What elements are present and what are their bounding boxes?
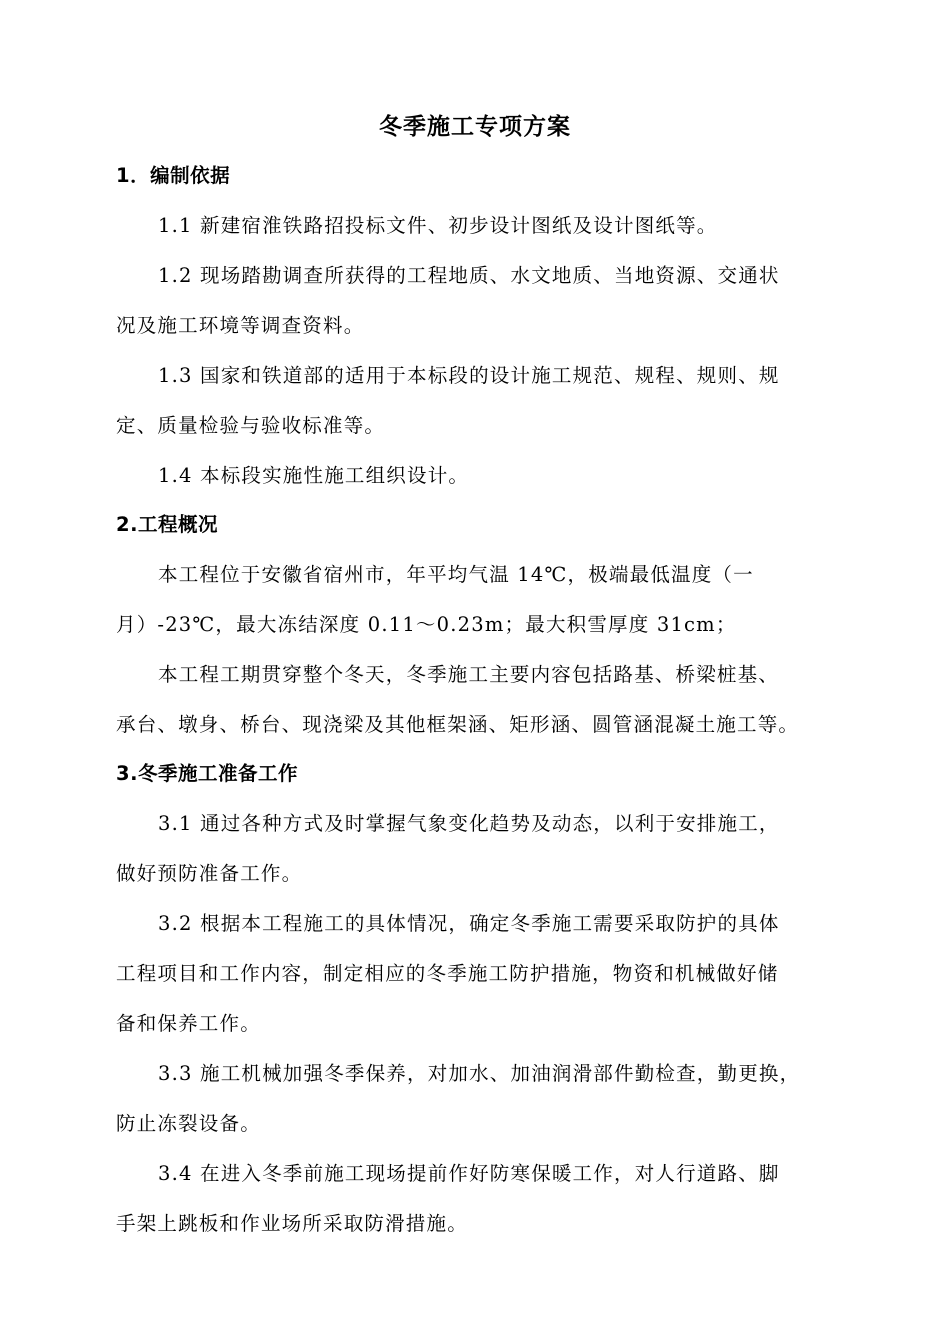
- document-title: 冬季施工专项方案: [379, 114, 571, 140]
- paragraph-line: 1.1 新建宿淮铁路招投标文件、初步设计图纸及设计图纸等。: [158, 214, 718, 237]
- paragraph-line: 1.3 国家和铁道部的适用于本标段的设计施工规范、规程、规则、规: [158, 364, 780, 387]
- paragraph-line: 本工程工期贯穿整个冬天，冬季施工主要内容包括路基、桥梁桩基、: [158, 663, 780, 686]
- paragraph-line: 定、质量检验与验收标准等。: [116, 414, 386, 437]
- paragraph-line: 工程项目和工作内容，制定相应的冬季施工防护措施，物资和机械做好储: [116, 962, 779, 985]
- paragraph-line: 备和保养工作。: [116, 1012, 261, 1035]
- paragraph-line: 防止冻裂设备。: [116, 1112, 261, 1135]
- paragraph-line: 3.2 根据本工程施工的具体情况，确定冬季施工需要采取防护的具体: [158, 912, 780, 935]
- paragraph-line: 本工程位于安徽省宿州市，年平均气温 14℃，极端最低温度（一: [158, 563, 754, 586]
- paragraph-line: 承台、墩身、桥台、现浇梁及其他框架涵、矩形涵、圆管涵混凝土施工等。: [116, 713, 800, 736]
- paragraph-line: 1.4 本标段实施性施工组织设计。: [158, 464, 470, 487]
- paragraph-line: 手架上跳板和作业场所采取防滑措施。: [116, 1212, 468, 1235]
- paragraph-line: 3.3 施工机械加强冬季保养，对加水、加油润滑部件勤检查，勤更换，: [158, 1062, 801, 1085]
- paragraph-line: 1.2 现场踏勘调查所获得的工程地质、水文地质、当地资源、交通状: [158, 264, 780, 287]
- paragraph-line: 况及施工环境等调查资料。: [116, 314, 365, 337]
- paragraph-line: 做好预防准备工作。: [116, 862, 303, 885]
- section-heading-2: 2.工程概况: [116, 513, 218, 536]
- paragraph-line: 3.4 在进入冬季前施工现场提前作好防寒保暖工作，对人行道路、脚: [158, 1162, 780, 1185]
- section-heading-3: 3.冬季施工准备工作: [116, 762, 298, 785]
- section-heading-1: 1．编制依据: [116, 164, 231, 187]
- paragraph-line: 3.1 通过各种方式及时掌握气象变化趋势及动态，以利于安排施工，: [158, 812, 780, 835]
- paragraph-line: 月）-23℃，最大冻结深度 0.11～0.23m；最大积雪厚度 31cm；: [116, 613, 737, 636]
